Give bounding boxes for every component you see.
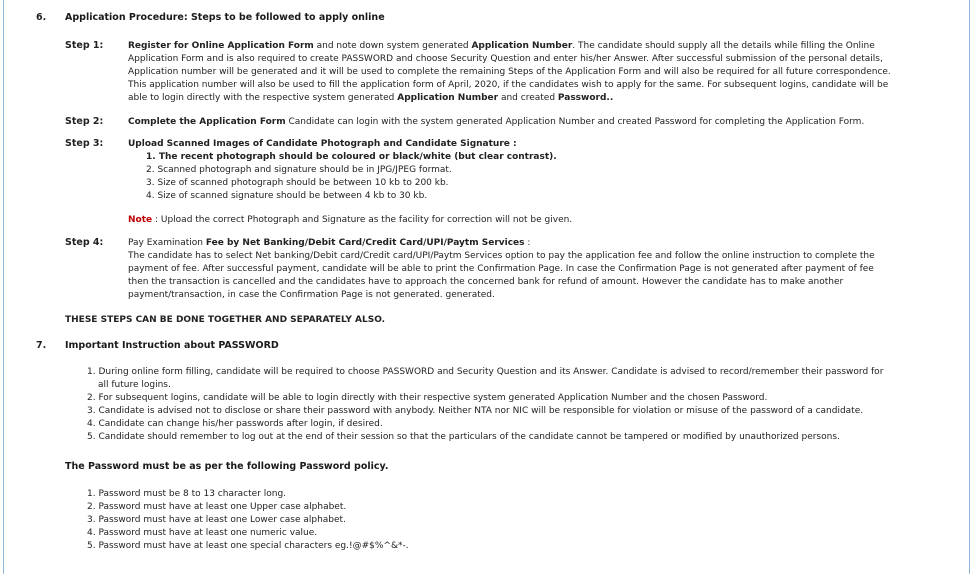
step-4-line-3: payment of fee. After successful payment, candidate will be able to print the Confirmation Page. In case the Confirmation Page is not generated after payment of fee [128, 264, 874, 274]
password-policy-3: 3. Password must have at least one Lower case alphabet. [87, 515, 346, 525]
steps-together-note: THESE STEPS CAN BE DONE TOGETHER AND SEPARATELY ALSO. [65, 315, 386, 325]
password-instruction-2: 2. For subsequent logins, candidate will be able to login directly with their respective system generated Application Number and the chosen Password. [87, 393, 768, 403]
step-3-item-2: 2. Scanned photograph and signature should be in JPG/JPEG format. [146, 165, 452, 175]
step-2-text: Complete the Application Form Candidate can login with the system generated Application Number and created Password for completing the Application Form. [128, 117, 865, 127]
password-policy-5: 5. Password must have at least one special characters eg.!@#$%^&*-. [87, 541, 409, 551]
password-instruction-5: 5. Candidate should remember to log out at the end of their session so that the particulars of the candidate cannot be tampered or modified by unauthorized persons. [87, 432, 840, 442]
left-border [3, 0, 4, 574]
step-4-line-5: payment/transaction, in case the Confirmation Page is not generated. generated. [128, 290, 495, 300]
step-1-line-5: able to login directly with the respective system generated Application Number and created Password.. [128, 93, 614, 103]
section-6-number: 6. [36, 12, 47, 23]
step-3-item-3: 3. Size of scanned photograph should be between 10 kb to 200 kb. [146, 178, 449, 188]
step-4-line-4: then the transaction is cancelled and the candidates have to approach the concerned bank for refund of amount. However the candidate has to make another [128, 277, 844, 287]
step-3-item-1: 1. The recent photograph should be coloured or black/white (but clear contrast). [146, 152, 557, 162]
section-6-title: Application Procedure: Steps to be followed to apply online [65, 12, 385, 23]
password-instruction-3: 3. Candidate is advised not to disclose or share their password with anybody. Neither NTA nor NIC will be responsible for violation or misuse of the password of a candidate. [87, 406, 864, 416]
step-3-note: Note : Upload the correct Photograph and Signature as the facility for correction will not be given. [128, 215, 573, 225]
password-instruction-1-cont: all future logins. [98, 380, 171, 390]
step-1-label: Step 1: [65, 40, 104, 51]
step-1-line-2: Application Form and is also required to create PASSWORD and choose Security Question and enter his/her Answer. After successful submission of the personal details, [128, 54, 883, 64]
step-1-line-1: Register for Online Application Form and note down system generated Application Number. The candidate should supply all the details while filling the Online [128, 41, 875, 51]
section-7-number: 7. [36, 340, 47, 351]
password-policy-1: 1. Password must be 8 to 13 character long. [87, 489, 287, 499]
password-policy-4: 4. Password must have at least one numeric value. [87, 528, 318, 538]
password-policy-title: The Password must be as per the following Password policy. [65, 461, 389, 472]
step-4-line-1: Pay Examination Fee by Net Banking/Debit Card/Credit Card/UPI/Paytm Services : [128, 238, 531, 248]
step-3-item-4: 4. Size of scanned signature should be between 4 kb to 30 kb. [146, 191, 428, 201]
step-4-label: Step 4: [65, 237, 104, 248]
step-1-line-3: Application number will be generated and it will be used to complete the remaining Steps of the Application Form and will also be required for all future correspondence. [128, 67, 891, 77]
step-3-label: Step 3: [65, 138, 104, 149]
password-instruction-1: 1. During online form filling, candidate will be required to choose PASSWORD and Security Question and its Answer. Candidate is advised to record/remember their password for [87, 367, 884, 377]
password-policy-2: 2. Password must have at least one Upper case alphabet. [87, 502, 347, 512]
password-instruction-4: 4. Candidate can change his/her passwords after login, if desired. [87, 419, 383, 429]
step-4-line-2: The candidate has to select Net banking/Debit card/Credit card/UPI/Paytm Services option to pay the application fee and follow the online instruction to complete the [128, 251, 875, 261]
step-2-label: Step 2: [65, 116, 104, 127]
right-border [969, 0, 970, 574]
step-3-title: Upload Scanned Images of Candidate Photograph and Candidate Signature : [128, 139, 517, 149]
step-1-line-4: This application number will also be used to fill the application form of April, 2020, if the candidates wish to apply for the same. For subsequent logins, candidate will be [128, 80, 889, 90]
section-7-title: Important Instruction about PASSWORD [65, 340, 279, 351]
